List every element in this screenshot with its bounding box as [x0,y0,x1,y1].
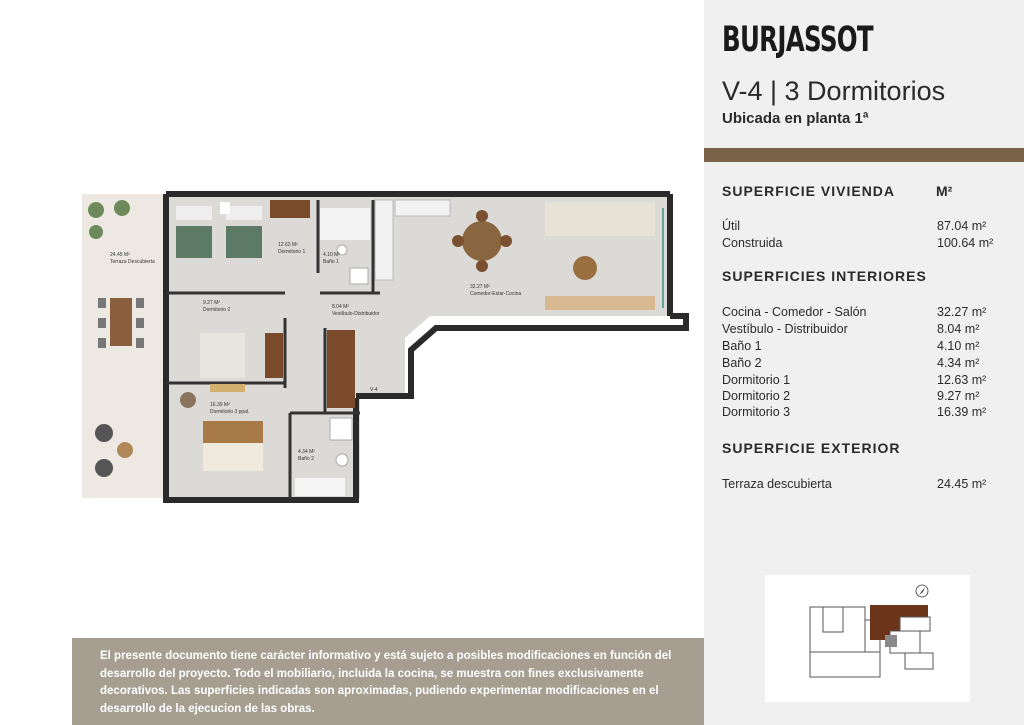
interior-row-label: Dormitorio 1 [722,373,791,387]
interior-row-value: 4.34 m² [937,356,980,370]
superficie-exterior-heading: SUPERFICIE EXTERIOR [722,440,901,456]
construida-value: 100.64 m² [937,236,994,250]
accent-bar [704,148,1024,162]
key-plan [765,575,970,702]
unit-tag-label: V-4 [370,387,378,393]
interior-row-value: 8.04 m² [937,322,980,336]
bano2-area-label: 4.34 M² [298,449,315,455]
interior-row-label: Cocina - Comedor - Salón [722,305,867,319]
floor-location: Ubicada en planta 1ª [722,110,869,127]
dorm2-area-label: 9.27 M² [203,300,220,306]
disclaimer-text: El presente documento tiene carácter informativo y está sujeto a posibles modificaciones en función del desarrollo del proyecto. Todo el mobiliario, incluida la cocina, se muestra con fines exclusivamente decorativos. Las superficies indicadas son aproximadas, pudiendo experimentar modificaciones en el desarrollo de la ejecucion de las obras. [100,650,672,715]
terrace-label: Terraza Descubierta [110,259,155,265]
interior-row-label: Baño 1 [722,339,762,353]
bedroom2-furniture [200,333,283,378]
bano1-label: Baño 1 [323,259,339,265]
dorm2-label: Dormitorio 2 [203,307,231,313]
salon-area-label: 32.27 M² [470,284,490,290]
brand-title: BURJASSOT [722,20,873,60]
interior-row-value: 16.39 m² [937,405,987,419]
interior-row-label: Dormitorio 2 [722,389,791,403]
kitchen-counter [375,200,393,280]
vest-area-label: 8.04 M² [332,304,349,310]
dorm1-area-label: 12.63 M² [278,242,298,248]
unit-heading: M² [936,183,953,199]
interior-row-label: Dormitorio 3 [722,405,791,419]
dorm3-area-label: 16.39 M² [210,402,230,408]
interior-row-value: 9.27 m² [937,389,980,403]
interior-row-value: 12.63 m² [937,373,987,387]
construida-label: Construida [722,236,783,250]
vestibule-wardrobe [327,330,355,408]
kitchen-counter-top [395,200,450,216]
dorm1-label: Dormitorio 1 [278,249,306,255]
interior-row-label: Vestíbulo - Distribuidor [722,322,848,336]
superficies-interiores-heading: SUPERFICIES INTERIORES [722,268,927,284]
interior-row-value: 32.27 m² [937,305,987,319]
disclaimer-box [72,638,704,725]
interior-row-label: Baño 2 [722,356,762,370]
exterior-row-value: 24.45 m² [937,477,987,491]
salon-label: Comedor-Estar-Cocina [470,291,522,297]
util-value: 87.04 m² [937,219,987,233]
exterior-row-label: Terraza descubierta [722,477,832,491]
vest-label: Vestíbulo-Distribuidor [332,311,380,317]
interior-row-value: 4.10 m² [937,339,980,353]
util-label: Útil [722,219,741,233]
superficie-vivienda-heading: SUPERFICIE VIVIENDA [722,183,896,199]
unit-title: V-4 | 3 Dormitorios [722,76,946,106]
floor-plan [80,188,690,518]
compass-icon [916,585,928,597]
dorm3-label: Dormitorio 3 ppal. [210,409,250,415]
bano1-area-label: 4.10 M² [323,252,340,258]
terrace-area-label: 24.45 M² [110,252,130,258]
bano2-label: Baño 2 [298,456,314,462]
